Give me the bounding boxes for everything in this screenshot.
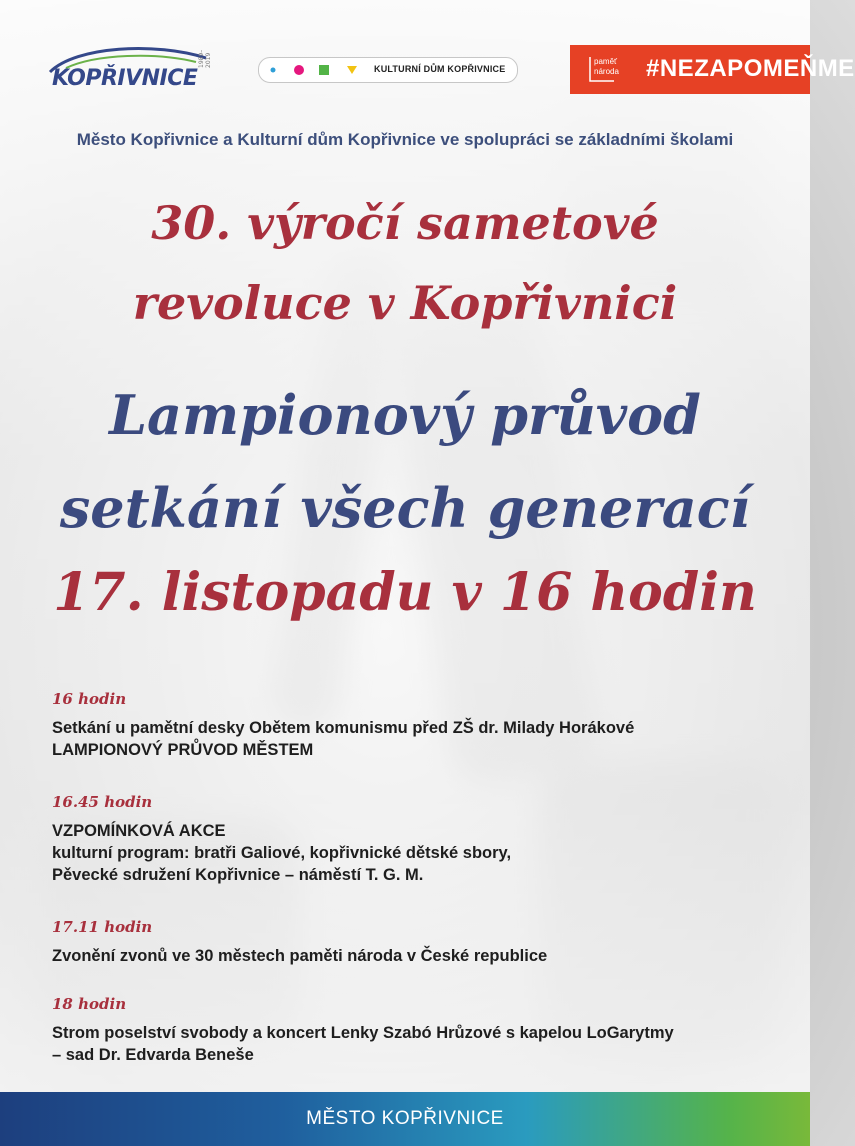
title-line-3: Lampionový průvod	[109, 383, 701, 447]
schedule-time: 18 hodin	[52, 995, 127, 1013]
schedule-line: – sad Dr. Edvarda Beneše	[52, 1046, 254, 1064]
logo-years: 1989–2019	[198, 49, 212, 68]
pamet-naroda-label	[594, 57, 619, 77]
header	[0, 0, 855, 110]
schedule-line: LAMPIONOVÝ PRŮVOD MĚSTEM	[52, 741, 314, 759]
schedule-item	[52, 690, 772, 761]
kd-symbols-icon	[269, 62, 359, 78]
hashtag: #NEZAPOMEŇME	[646, 55, 855, 82]
schedule-line: VZPOMÍNKOVÁ AKCE	[52, 822, 226, 840]
schedule-line: Pěvecké sdružení Kopřivnice – náměstí T. G. M.	[52, 866, 424, 884]
footer-bar	[0, 1092, 810, 1146]
title-line-5: 17. listopadu v 16 hodin	[53, 562, 757, 623]
subtitle: Město Kopřivnice a Kulturní dům Kopřivnice ve spolupráci se základními školami	[76, 130, 734, 149]
title-line-4: setkání všech generací	[59, 476, 751, 540]
schedule-time: 16 hodin	[52, 690, 127, 708]
schedule-item	[52, 793, 772, 886]
title-line-1: 30. výročí sametové	[151, 196, 659, 250]
footer-text: MĚSTO KOPŘIVNICE	[306, 1108, 504, 1129]
pn-line2: národa	[594, 67, 619, 76]
kulturni-dum-logo	[258, 57, 518, 83]
schedule-time: 17.11 hodin	[52, 918, 153, 936]
schedule-item	[52, 995, 772, 1066]
kd-label: KULTURNÍ DŮM KOPŘIVNICE	[374, 64, 506, 74]
pn-line1: paměť	[594, 57, 618, 66]
schedule-line: Zvonění zvonů ve 30 městech paměti národa v České republice	[52, 947, 548, 965]
logo-text: KOPŘIVNICE	[52, 66, 198, 91]
schedule-line: kulturní program: bratři Galiové, kopřivnické dětské sbory,	[52, 844, 512, 862]
schedule-item	[52, 918, 772, 967]
schedule-time: 16.45 hodin	[52, 793, 153, 811]
schedule-line: Setkání u pamětní desky Obětem komunismu před ZŠ dr. Milady Horákové	[52, 719, 635, 737]
schedule-line: Strom poselství svobody a koncert Lenky Szabó Hrůzové s kapelou LoGarytmy	[52, 1024, 674, 1042]
nezapomenme-banner	[570, 45, 855, 94]
title-line-2: revoluce v Kopřivnici	[132, 276, 678, 330]
koprivnice-logo	[46, 40, 211, 102]
